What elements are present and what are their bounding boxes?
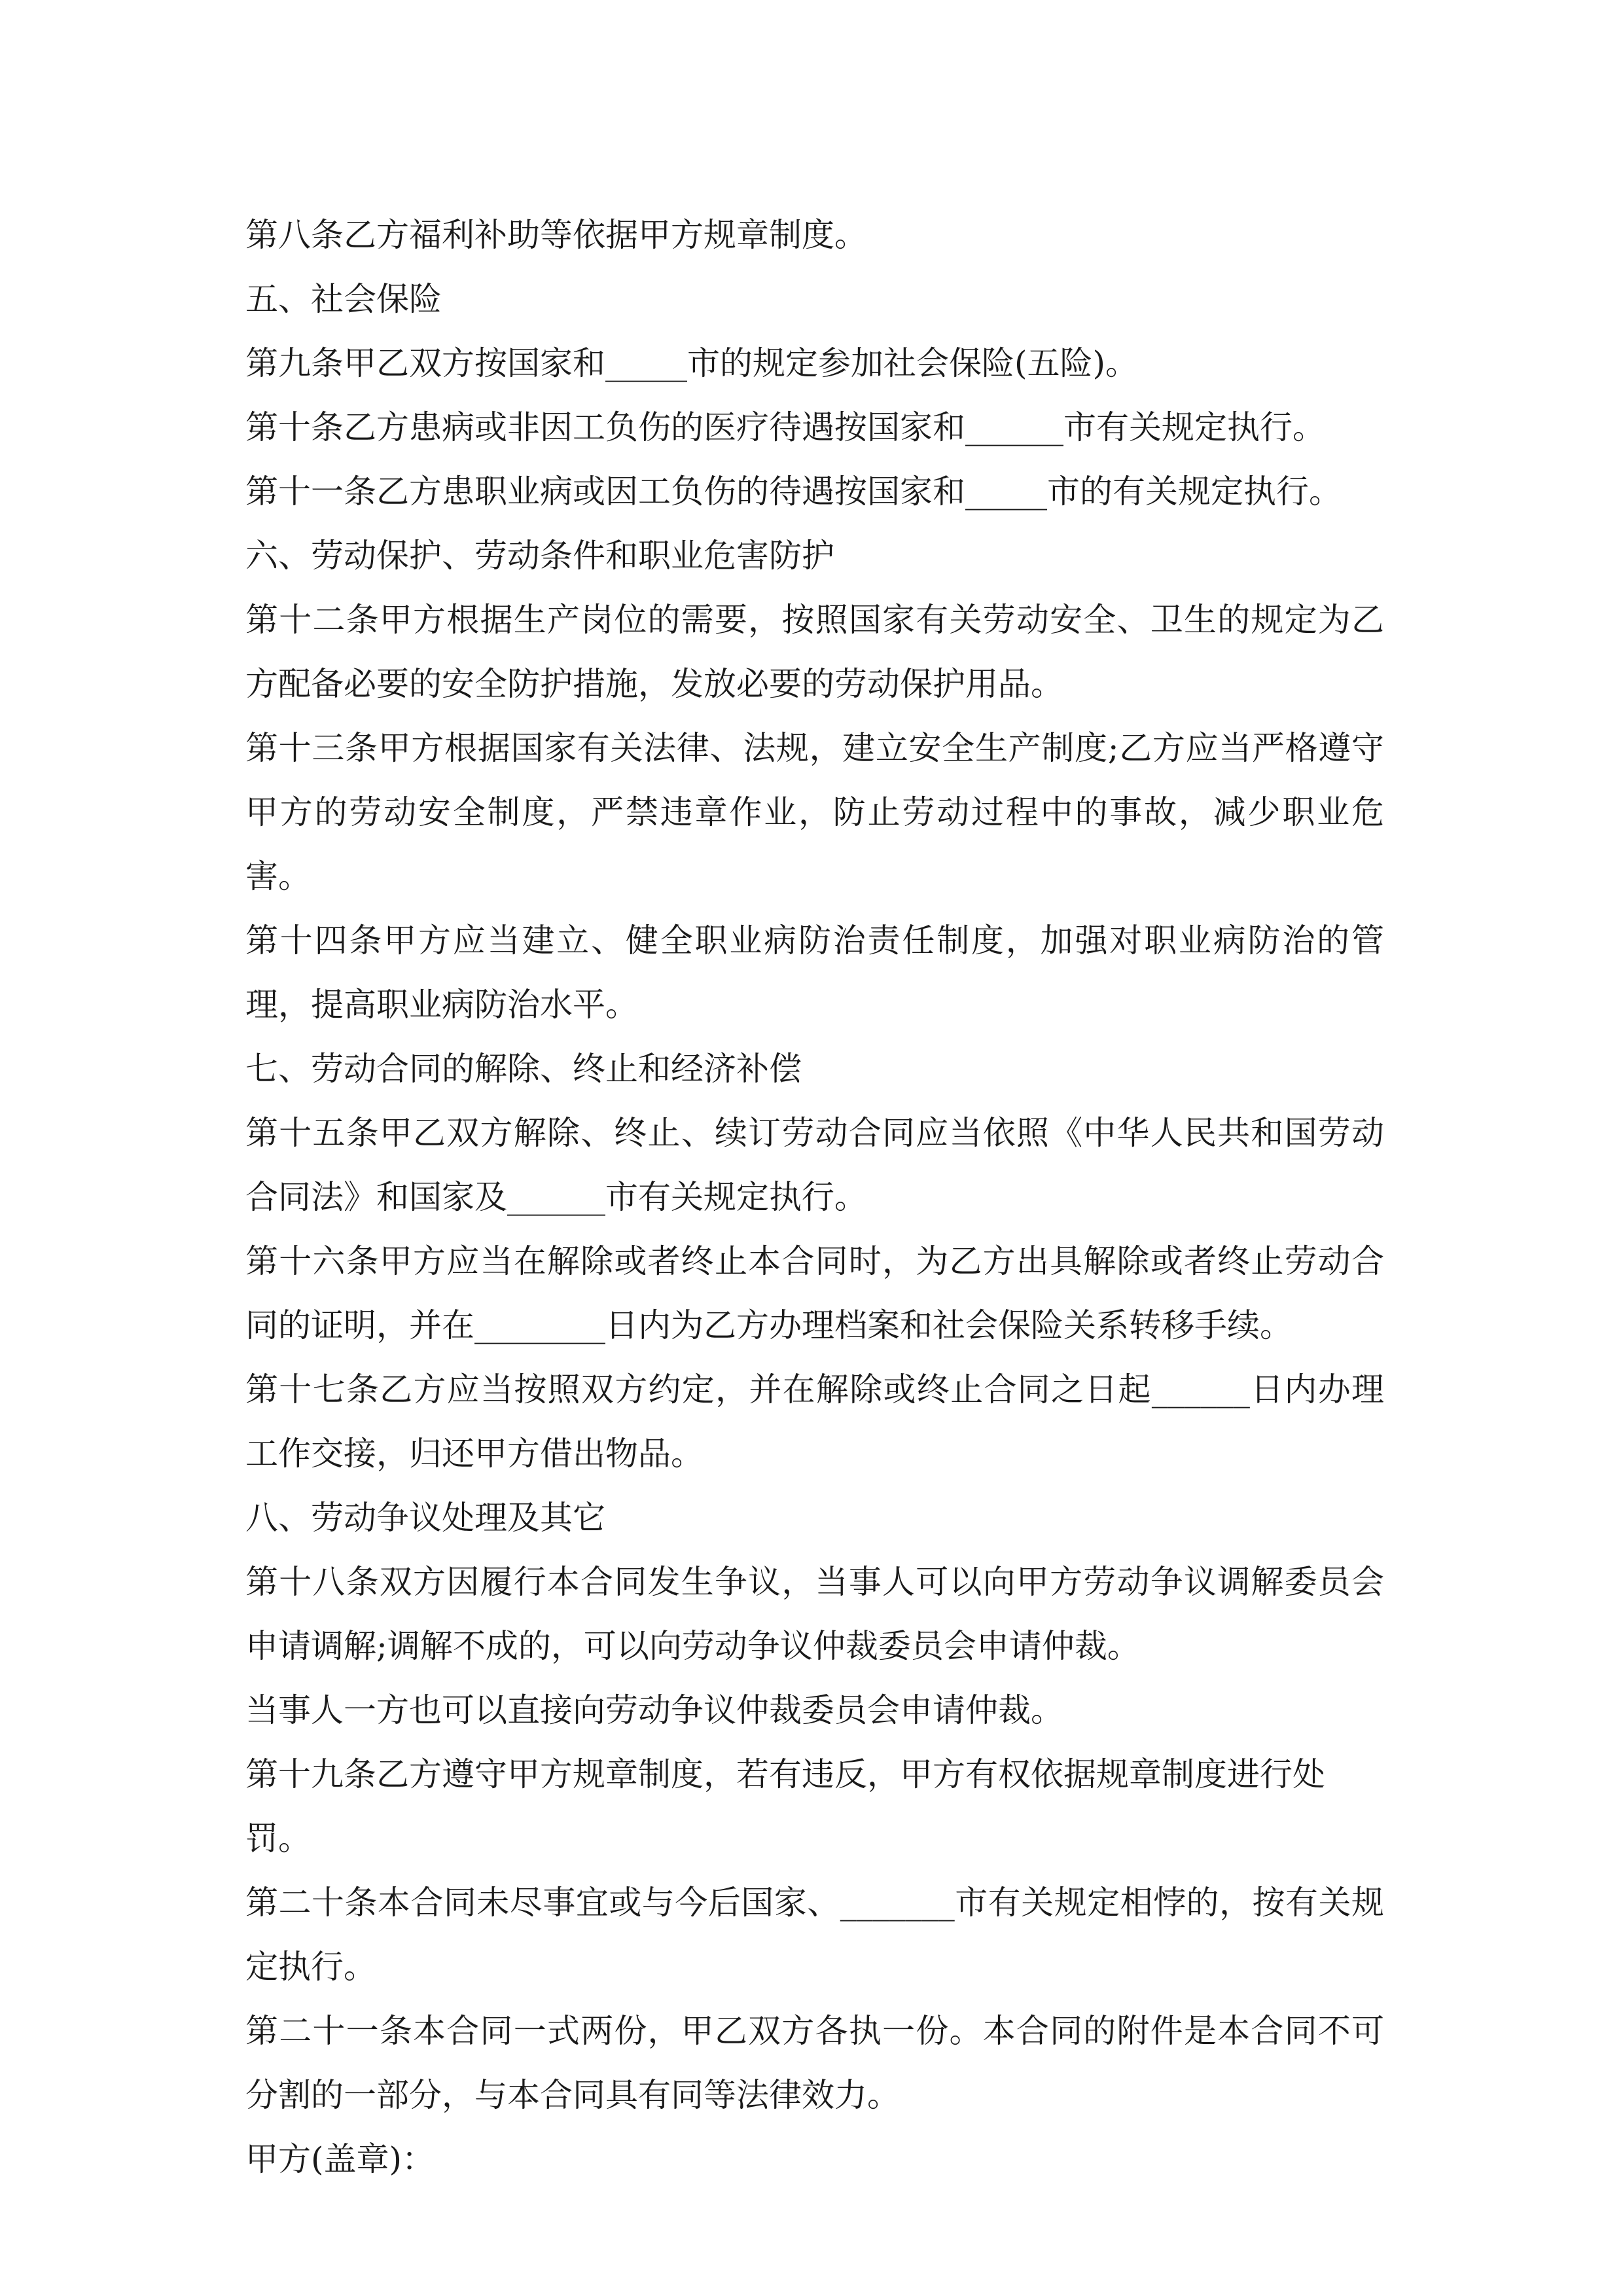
article-12: 第十二条甲方根据生产岗位的需要，按照国家有关劳动安全、卫生的规定为乙方配备必要的安全防护措施，发放必要的劳动保护用品。 [245, 601, 1384, 703]
section-heading-labor-protection: 六、劳动保护、劳动条件和职业危害防护 [245, 537, 834, 575]
article-17: 第十七条乙方应当按照双方约定，并在解除或终止合同之日起______日内办理工作交接，归还甲方借出物品。 [245, 1371, 1384, 1473]
article-18-continuation: 当事人一方也可以直接向劳动争议仲裁委员会申请仲裁。 [245, 1691, 1063, 1729]
article-9: 第九条甲乙双方按国家和_____市的规定参加社会保险(五险)。 [245, 344, 1139, 382]
article-21: 第二十一条本合同一式两份，甲乙双方各执一份。本合同的附件是本合同不可分割的一部分，与本合同具有同等法律效力。 [245, 2012, 1384, 2114]
document-body [245, 203, 1384, 2191]
article-14: 第十四条甲方应当建立、健全职业病防治责任制度，加强对职业病防治的管理，提高职业病防治水平。 [245, 922, 1384, 1024]
section-heading-disputes: 八、劳动争议处理及其它 [245, 1499, 605, 1537]
article-10: 第十条乙方患病或非因工负伤的医疗待遇按国家和______市有关规定执行。 [245, 408, 1325, 446]
section-heading-social-insurance: 五、社会保险 [245, 280, 442, 318]
article-16: 第十六条甲方应当在解除或者终止本合同时，为乙方出具解除或者终止劳动合同的证明，并在________日内为乙方办理档案和社会保险关系转移手续。 [245, 1242, 1384, 1344]
article-19: 第十九条乙方遵守甲方规章制度，若有违反，甲方有权依据规章制度进行处罚。 [245, 1755, 1325, 1857]
article-8: 第八条乙方福利补助等依据甲方规章制度。 [245, 216, 867, 254]
article-15: 第十五条甲乙双方解除、终止、续订劳动合同应当依照《中华人民共和国劳动合同法》和国家及______市有关规定执行。 [245, 1114, 1384, 1216]
article-13: 第十三条甲方根据国家有关法律、法规，建立安全生产制度;乙方应当严格遵守甲方的劳动安全制度，严禁违章作业，防止劳动过程中的事故，减少职业危害。 [245, 729, 1384, 895]
article-18: 第十八条双方因履行本合同发生争议，当事人可以向甲方劳动争议调解委员会申请调解;调解不成的，可以向劳动争议仲裁委员会申请仲裁。 [245, 1563, 1384, 1665]
party-a-seal-label: 甲方(盖章)： [245, 2140, 435, 2178]
article-20: 第二十条本合同未尽事宜或与今后国家、_______市有关规定相悖的，按有关规定执行。 [245, 1884, 1384, 1986]
section-heading-termination: 七、劳动合同的解除、终止和经济补偿 [245, 1050, 802, 1088]
article-11: 第十一条乙方患职业病或因工负伤的待遇按国家和_____市的有关规定执行。 [245, 473, 1342, 511]
